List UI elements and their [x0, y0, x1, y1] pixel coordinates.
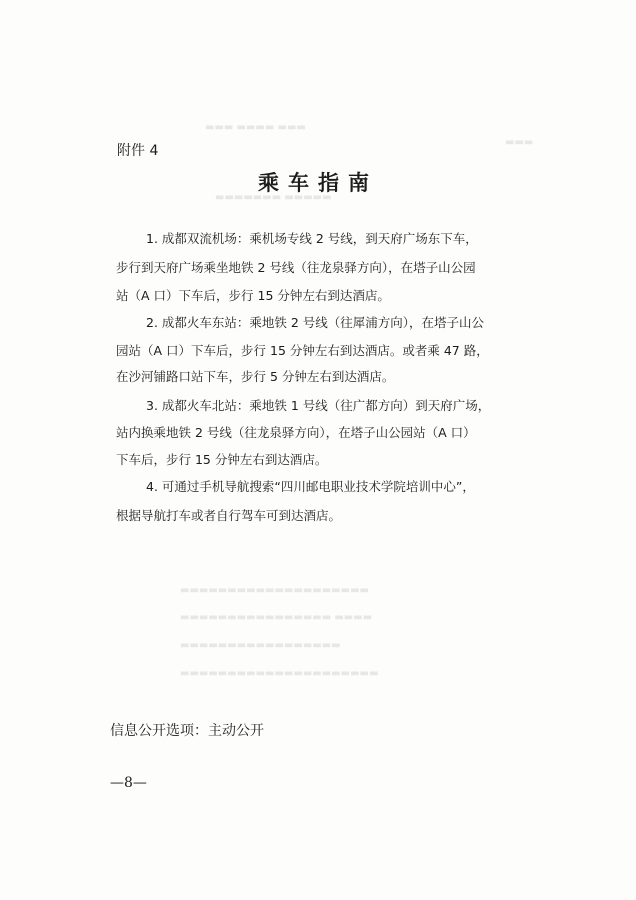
- paragraph-3-line-3: 下车后，步行 15 分钟左右到达酒店。: [116, 452, 328, 467]
- paragraph-1-line-1: 1. 成都双流机场：乘机场专线 2 号线，到天府广场东下车，: [146, 231, 478, 246]
- bleed-through-text: ▬▬▬▬▬▬▬ ▬▬▬▬▬: [215, 192, 332, 203]
- info-disclosure-option: 信息公开选项：主动公开: [110, 723, 264, 739]
- bleed-through-text: ▬▬▬▬▬▬▬▬▬▬▬▬▬▬▬▬▬▬▬▬▬: [180, 668, 379, 679]
- paragraph-2-line-1: 2. 成都火车东站：乘地铁 2 号线（往犀浦方向），在塔子山公: [146, 315, 485, 330]
- attachment-label: 附件 4: [117, 143, 159, 159]
- paragraph-3-line-2: 站内换乘地铁 2 号线（往龙泉驿方向），在塔子山公园站（A 口）: [116, 425, 476, 440]
- paragraph-2-line-2: 园站（A 口）下车后，步行 15 分钟左右到达酒店。或者乘 47 路，: [116, 343, 489, 358]
- bleed-through-text: ▬▬▬▬▬▬▬▬▬▬▬▬▬▬▬▬▬▬▬▬: [180, 585, 369, 596]
- paragraph-1-line-3: 站（A 口）下车后，步行 15 分钟左右到达酒店。: [116, 288, 390, 303]
- document-title: 乘车指南: [258, 170, 378, 195]
- paragraph-4-line-2: 根据导航打车或者自行驾车可到达酒店。: [116, 508, 342, 523]
- bleed-through-text: ▬▬▬▬▬▬▬▬▬▬▬▬▬▬▬▬ ▬▬▬▬: [180, 612, 373, 623]
- bleed-through-text: ▬▬▬▬▬▬▬▬▬▬▬▬▬▬▬▬▬: [180, 640, 341, 651]
- bleed-through-text: ▬▬▬ ▬▬▬▬ ▬▬▬: [205, 122, 306, 133]
- paragraph-2-line-3: 在沙河铺路口站下车，步行 5 分钟左右到达酒店。: [116, 369, 395, 384]
- paragraph-4-line-1: 4. 可通过手机导航搜索“四川邮电职业技术学院培训中心”，: [146, 479, 475, 494]
- page-number: —8—: [110, 775, 147, 791]
- paragraph-3-line-1: 3. 成都火车北站：乘地铁 1 号线（往广都方向）到天府广场，: [146, 398, 491, 413]
- paragraph-1-line-2: 步行到天府广场乘坐地铁 2 号线（往龙泉驿方向），在塔子山公园: [116, 260, 476, 275]
- bleed-through-text: ▬▬▬: [505, 137, 534, 148]
